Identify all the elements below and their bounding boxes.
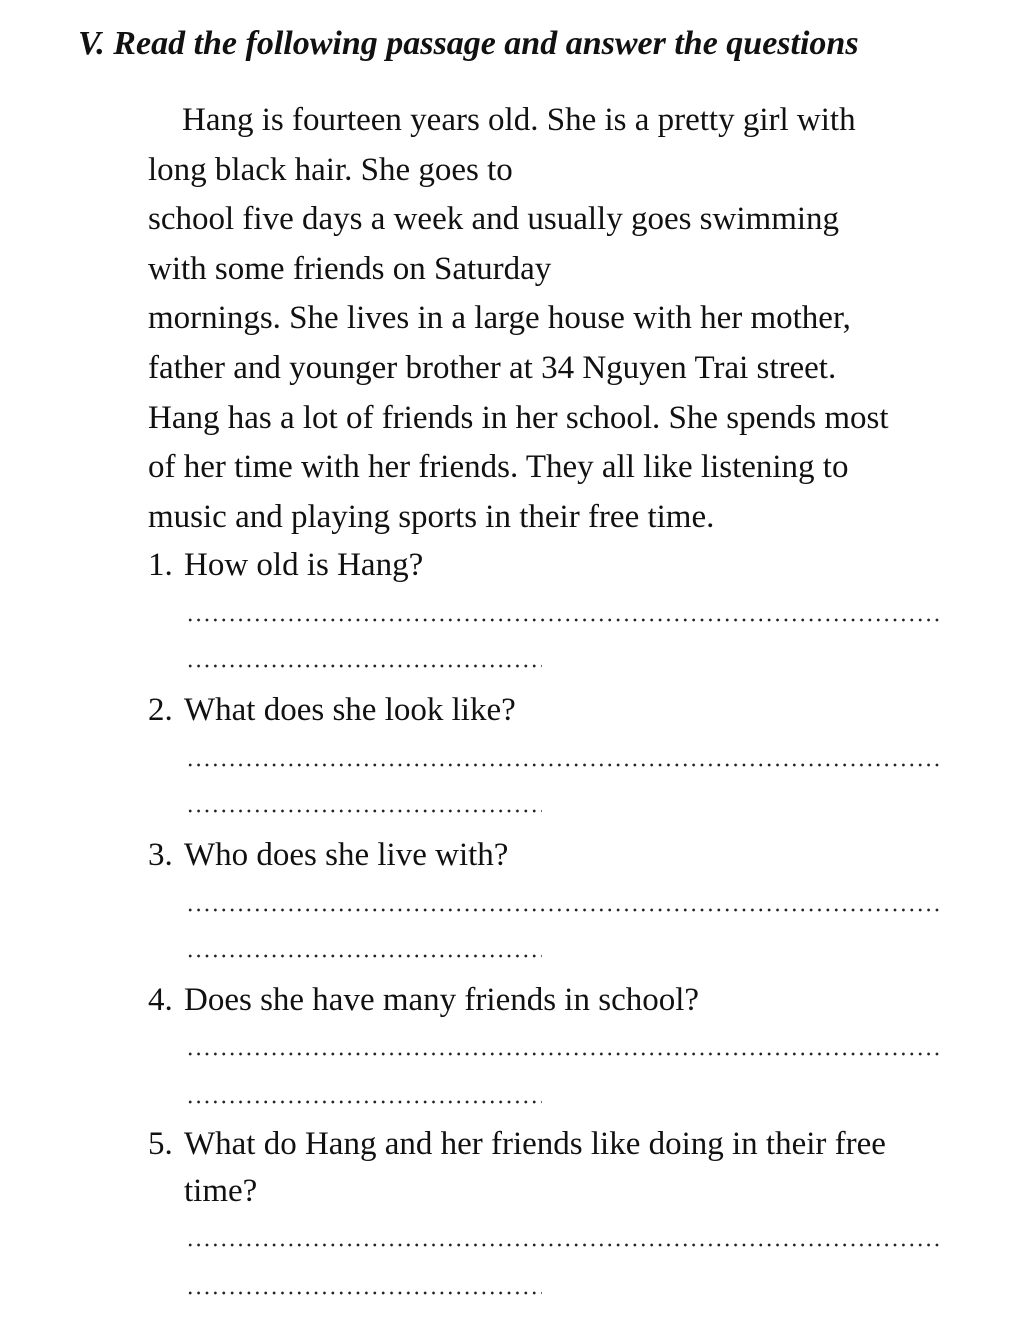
question-text: Does she have many friends in school?: [184, 982, 700, 1018]
question-number: 4.: [148, 982, 173, 1018]
answer-line-5b[interactable]: [186, 1290, 542, 1296]
passage-line: Hang has a lot of friends in her school. She spends most: [148, 399, 889, 436]
answer-line-3b[interactable]: [186, 953, 542, 959]
passage-line: Hang is fourteen years old. She is a pretty girl with: [182, 102, 856, 138]
passage-line: school five days a week and usually goes swimming: [148, 201, 840, 238]
reading-passage: [148, 96, 1008, 542]
passage-line: father and younger brother at 34 Nguyen Trai street.: [148, 349, 837, 386]
question-1: [148, 542, 423, 588]
question-3: [148, 832, 508, 878]
answer-line-4a[interactable]: [186, 1051, 942, 1057]
question-number: 5.: [148, 1126, 173, 1162]
question-4: [148, 977, 699, 1023]
question-text: What do Hang and her friends like doing in their free: [184, 1126, 886, 1162]
answer-line-1a[interactable]: [186, 617, 942, 623]
answer-line-2b[interactable]: [186, 808, 542, 814]
question-number: 1.: [148, 547, 173, 583]
answer-line-5a[interactable]: [186, 1242, 942, 1248]
passage-line: mornings. She lives in a large house with her mother,: [148, 300, 851, 337]
passage-line: long black hair. She goes to: [148, 151, 513, 188]
passage-line: with some friends on Saturday: [148, 250, 552, 287]
question-5-continuation: time?: [184, 1173, 258, 1209]
passage-line: music and playing sports in their free time.: [148, 498, 715, 535]
question-2: [148, 687, 516, 733]
worksheet-heading: V. Read the following passage and answer the questions: [78, 25, 859, 62]
passage-line: of her time with her friends. They all like listening to: [148, 449, 849, 486]
question-text: What does she look like?: [184, 692, 516, 728]
question-text: Who does she live with?: [184, 837, 509, 873]
answer-line-2a[interactable]: [186, 762, 942, 768]
answer-line-1b[interactable]: [186, 663, 542, 669]
answer-line-4b[interactable]: [186, 1099, 542, 1105]
answer-line-3a[interactable]: [186, 907, 942, 913]
question-number: 2.: [148, 692, 173, 728]
question-number: 3.: [148, 837, 173, 873]
question-text: How old is Hang?: [184, 547, 424, 583]
question-5: [148, 1121, 886, 1167]
